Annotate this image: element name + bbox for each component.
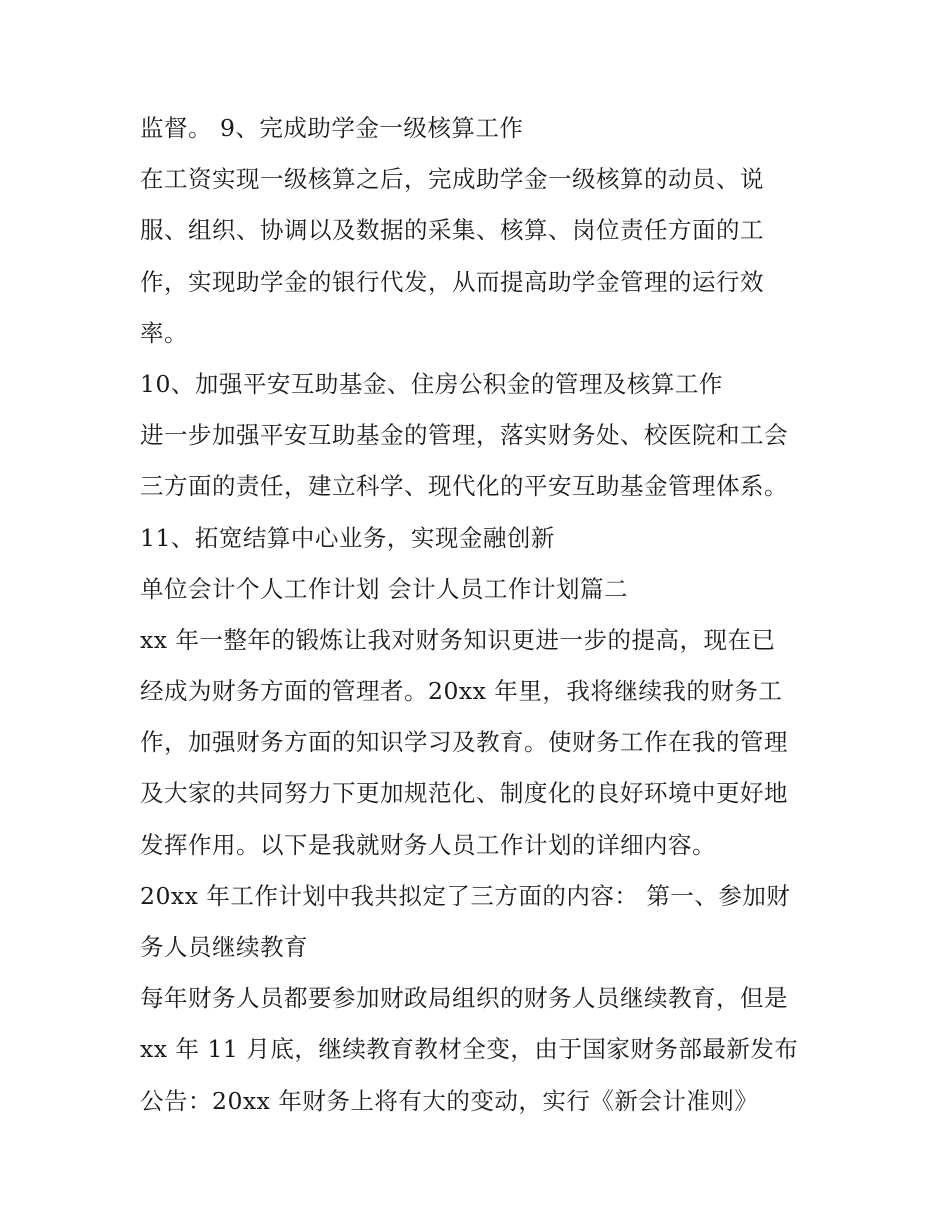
document-body	[140, 103, 820, 1127]
text-line-14: 及大家的共同努力下更加规范化、制度化的良好环境中更好地	[140, 779, 788, 808]
text-line-7: 进一步加强平安互助基金的管理，落实财务处、校医院和工会	[140, 421, 788, 450]
text-line-11: xx 年一整年的锻炼让我对财务知识更进一步的提高，现在已	[140, 625, 776, 654]
text-line-3: 服、组织、协调以及数据的采集、核算、岗位责任方面的工	[140, 216, 764, 245]
section-heading-11: 11、拓宽结算中心业务，实现金融创新	[140, 523, 555, 552]
text-line-15: 发挥作用。以下是我就财务人员工作计划的详细内容。	[140, 830, 716, 859]
text-line-4: 作，实现助学金的银行代发，从而提高助学金管理的运行效	[140, 267, 764, 296]
text-line-5: 率。	[140, 318, 188, 347]
text-line-13: 作，加强财务方面的知识学习及教育。使财务工作在我的管理	[140, 728, 788, 757]
text-line-2: 在工资实现一级核算之后，完成助学金一级核算的动员、说	[140, 165, 764, 194]
text-line-19: xx 年 11 月底，继续教育教材全变，由于国家财务部最新发布	[140, 1035, 799, 1064]
text-line-20: 公告：20xx 年财务上将有大的变动，实行《新会计准则》	[140, 1086, 759, 1115]
text-line-16: 20xx 年工作计划中我共拟定了三方面的内容： 第一、参加财	[140, 881, 791, 910]
text-line-17: 务人员继续教育	[140, 933, 308, 961]
text-line-18: 每年财务人员都要参加财政局组织的财务人员继续教育，但是	[140, 984, 788, 1013]
section-heading-10: 10、加强平安互助基金、住房公积金的管理及核算工作	[140, 369, 723, 398]
article-title: 单位会计个人工作计划 会计人员工作计划篇二	[140, 574, 628, 603]
text-line-1: 监督。 9、完成助学金一级核算工作	[140, 114, 524, 142]
text-line-12: 经成为财务方面的管理者。20xx 年里，我将继续我的财务工	[140, 677, 783, 706]
text-line-8: 三方面的责任，建立科学、现代化的平安互助基金管理体系。	[140, 472, 788, 501]
